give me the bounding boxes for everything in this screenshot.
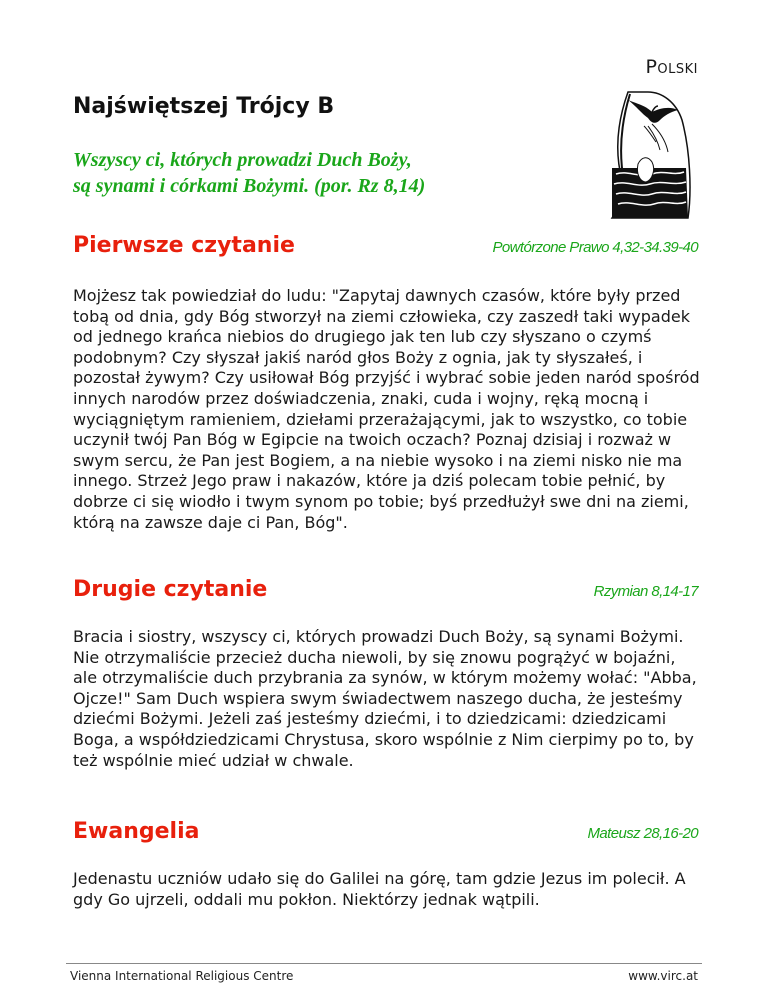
footer-divider — [66, 963, 702, 964]
motto-line-1: Wszyscy ci, których prowadzi Duch Boży, — [73, 149, 412, 171]
motto — [73, 147, 573, 199]
reading-header-3 — [73, 814, 698, 848]
motto-line-2: są synami i córkami Bożymi. (por. Rz 8,14) — [73, 175, 426, 197]
section-reference-first-reading: Powtórzone Prawo 4,32-34.39-40 — [492, 239, 698, 256]
section-body-gospel: Jedenastu uczniów udało się do Galilei na górę, tam gdzie Jezus im polecił. A gdy Go ujrzeli, oddali mu pokłon. Niektórzy jednak wątpili. — [73, 869, 686, 909]
section-reference-gospel: Mateusz 28,16-20 — [587, 825, 698, 842]
section-title-first-reading: Pierwsze czytanie — [73, 233, 295, 258]
section-body-first-reading: Mojżesz tak powiedział do ludu: "Zapytaj dawnych czasów, które były przed tobą od dnia, gdy Bóg stworzył na ziemi człowieka, czy zaszedł taki wypadek od jednego krańca niebios do drugiego jak ten lub czy słyszano o czymś podobnym? Czy słyszał jakiś naród głos Boży z ognia, jak ty słyszałeś, i pozostał żywym? Czy usiłował Bóg przyjść i wybrać sobie jeden naród spośród innych narodów przez doświadczenia, znaki, cuda i wojny, ręką mocną i wyciągniętym ramieniem, dziełami przerażającymi, jak to wszystko, co tobie uczynił twój Pan Bóg w Egipcie na twoich oczach? Poznaj dzisiaj i rozważ w swym sercu, że Pan jest Bogiem, a na niebie wysoko i na ziemi nisko nie ma innego. Strzeż Jego praw i nakazów, które ja dziś polecam tobie pełnić, by dobrze ci się wiodło i twym synom po tobie; byś przedłużył swe dni na ziemi, którą na zawsze daje ci Pan, Bóg". — [73, 286, 700, 532]
section-body-second-reading: Bracia i siostry, wszyscy ci, których prowadzi Duch Boży, są synami Bożymi. Nie otrzymaliście przecież ducha niewoli, by się znowu pogrążyć w bojaźni, ale otrzymaliście duch przybrania za synów, w którym możemy wołać: "Abba, Ojcze!" Sam Duch wspiera swym świadectwem naszego ducha, że jesteśmy dziećmi Bożymi. Jeżeli zaś jesteśmy dziećmi, i to dziedzicami: dziedzicami Boga, a współdziedzicami Chrystusa, skoro wspólnie z Nim cierpimy po to, by też wspólnie mieć udział w chwale. — [73, 627, 697, 770]
section-title-gospel: Ewangelia — [73, 819, 200, 844]
language-label: Polski — [645, 56, 698, 78]
dove-over-waters-icon — [608, 90, 692, 220]
section-reference-second-reading: Rzymian 8,14-17 — [593, 583, 698, 600]
footer-website: www.virc.at — [628, 969, 698, 983]
reading-header-1 — [73, 228, 698, 262]
section-title-second-reading: Drugie czytanie — [73, 577, 268, 602]
page-title: Najświętszej Trójcy B — [73, 94, 335, 119]
footer-organization: Vienna International Religious Centre — [70, 969, 294, 983]
reading-header-2 — [73, 572, 698, 606]
